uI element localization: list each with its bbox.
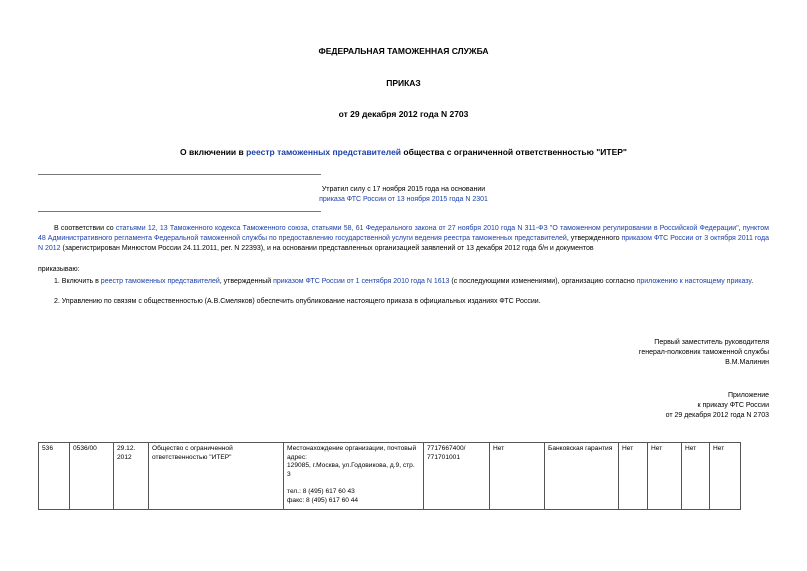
cell-number: 536 bbox=[39, 443, 70, 510]
registry-table bbox=[38, 442, 741, 510]
title-pre: О включении в bbox=[180, 147, 247, 157]
signature-position: Первый заместитель руководителя bbox=[654, 339, 769, 346]
cell-flag-4: Нет bbox=[682, 443, 710, 510]
item1-link-appendix[interactable]: приложению к настоящему приказу bbox=[636, 278, 752, 285]
order-item-2: 2. Управлению по связям с общественностью (А.В.Смеляков) обеспечить опубликование настоящего приказа в официальных изданиях ФТС России. bbox=[54, 298, 541, 305]
order-item-1 bbox=[54, 277, 769, 287]
preamble-text-1: В соответствии со bbox=[54, 225, 116, 232]
preamble bbox=[38, 224, 769, 254]
expired-note bbox=[0, 186, 807, 203]
preamble-link-articles[interactable]: статьями 12, 13 Таможенного кодекса Таможенного союза, статьями 58, 61 Федерального закона от 27 ноября 2010 года N 311-ФЗ "О таможенном регулировании в Российской Федерации" bbox=[115, 225, 739, 232]
preamble-text-4: (зарегистрирован Минюстом России 24.11.2011, рег. N 22393), и на основании представленных организацией заявлений от 13 декабря 2012 года б/н и документов bbox=[60, 245, 594, 252]
item1-link-registry[interactable]: реестр таможенных представителей bbox=[100, 278, 220, 285]
cell-guarantee: Банковская гарантия bbox=[545, 443, 619, 510]
signature-rank: генерал-полковник таможенной службы bbox=[638, 349, 769, 356]
preamble-link-order[interactable]: приказом ФТС России от 3 октября 2011 года N 2012 bbox=[38, 235, 769, 252]
divider-top bbox=[38, 174, 321, 175]
appendix-title: Приложение bbox=[727, 392, 769, 399]
doc-date: от 29 декабря 2012 года N 2703 bbox=[338, 109, 469, 119]
cell-flag-1: Нет bbox=[490, 443, 545, 510]
doc-title bbox=[0, 147, 807, 157]
item1-text-4: . bbox=[751, 278, 754, 285]
item1-link-order[interactable]: приказом ФТС России от 1 сентября 2010 года N 1613 bbox=[273, 278, 450, 285]
expired-link[interactable]: приказа ФТС России от 13 ноября 2015 года N 2301 bbox=[319, 196, 488, 203]
signature-block bbox=[639, 338, 769, 368]
cell-flag-5: Нет bbox=[710, 443, 741, 510]
preamble-text-3: , утвержденного bbox=[566, 235, 622, 242]
signature-name: В.М.Малинин bbox=[725, 359, 769, 366]
divider-bottom bbox=[38, 211, 321, 212]
doc-type: ПРИКАЗ bbox=[386, 78, 421, 88]
org-name: ФЕДЕРАЛЬНАЯ ТАМОЖЕННАЯ СЛУЖБА bbox=[318, 46, 489, 56]
order-word: приказываю: bbox=[38, 266, 80, 273]
table-row bbox=[39, 443, 741, 510]
cell-reg-number: 0536/00 bbox=[70, 443, 114, 510]
cell-flag-2: Нет bbox=[619, 443, 648, 510]
item1-text-2: , утвержденный bbox=[219, 278, 274, 285]
title-link[interactable]: реестр таможенных представителей bbox=[246, 147, 402, 157]
cell-org-name: Общество с ограниченной ответственностью "ИТЕР" bbox=[149, 443, 284, 510]
cell-inn: 7717667400/ 771701001 bbox=[424, 443, 490, 510]
item1-text-1: 1. Включить в bbox=[54, 278, 101, 285]
item1-text-3: (с последующими изменениями), организацию согласно bbox=[449, 278, 637, 285]
expired-line: Утратил силу с 17 ноября 2015 года на основании bbox=[321, 186, 486, 193]
cell-flag-3: Нет bbox=[648, 443, 682, 510]
preamble-link-reglament[interactable]: пунктом 48 Административного регламента Федеральной таможенной службы по предоставлению государственной услуги ведения реестра таможенных представителей bbox=[38, 225, 769, 242]
appendix-ref: к приказу ФТС России bbox=[697, 402, 769, 409]
cell-address: Местонахождение организации, почтовый адрес: 129085, г.Москва, ул.Годовикова, д.9, стр. 3 тел.: 8 (495) 617 60 43 факс: 8 (495) 617 60 44 bbox=[284, 443, 424, 510]
preamble-text-2: , bbox=[738, 225, 743, 232]
title-post: общества с ограниченной ответственностью "ИТЕР" bbox=[401, 147, 627, 157]
appendix-header bbox=[666, 391, 769, 421]
appendix-date: от 29 декабря 2012 года N 2703 bbox=[665, 412, 769, 419]
cell-date: 29.12. 2012 bbox=[114, 443, 149, 510]
